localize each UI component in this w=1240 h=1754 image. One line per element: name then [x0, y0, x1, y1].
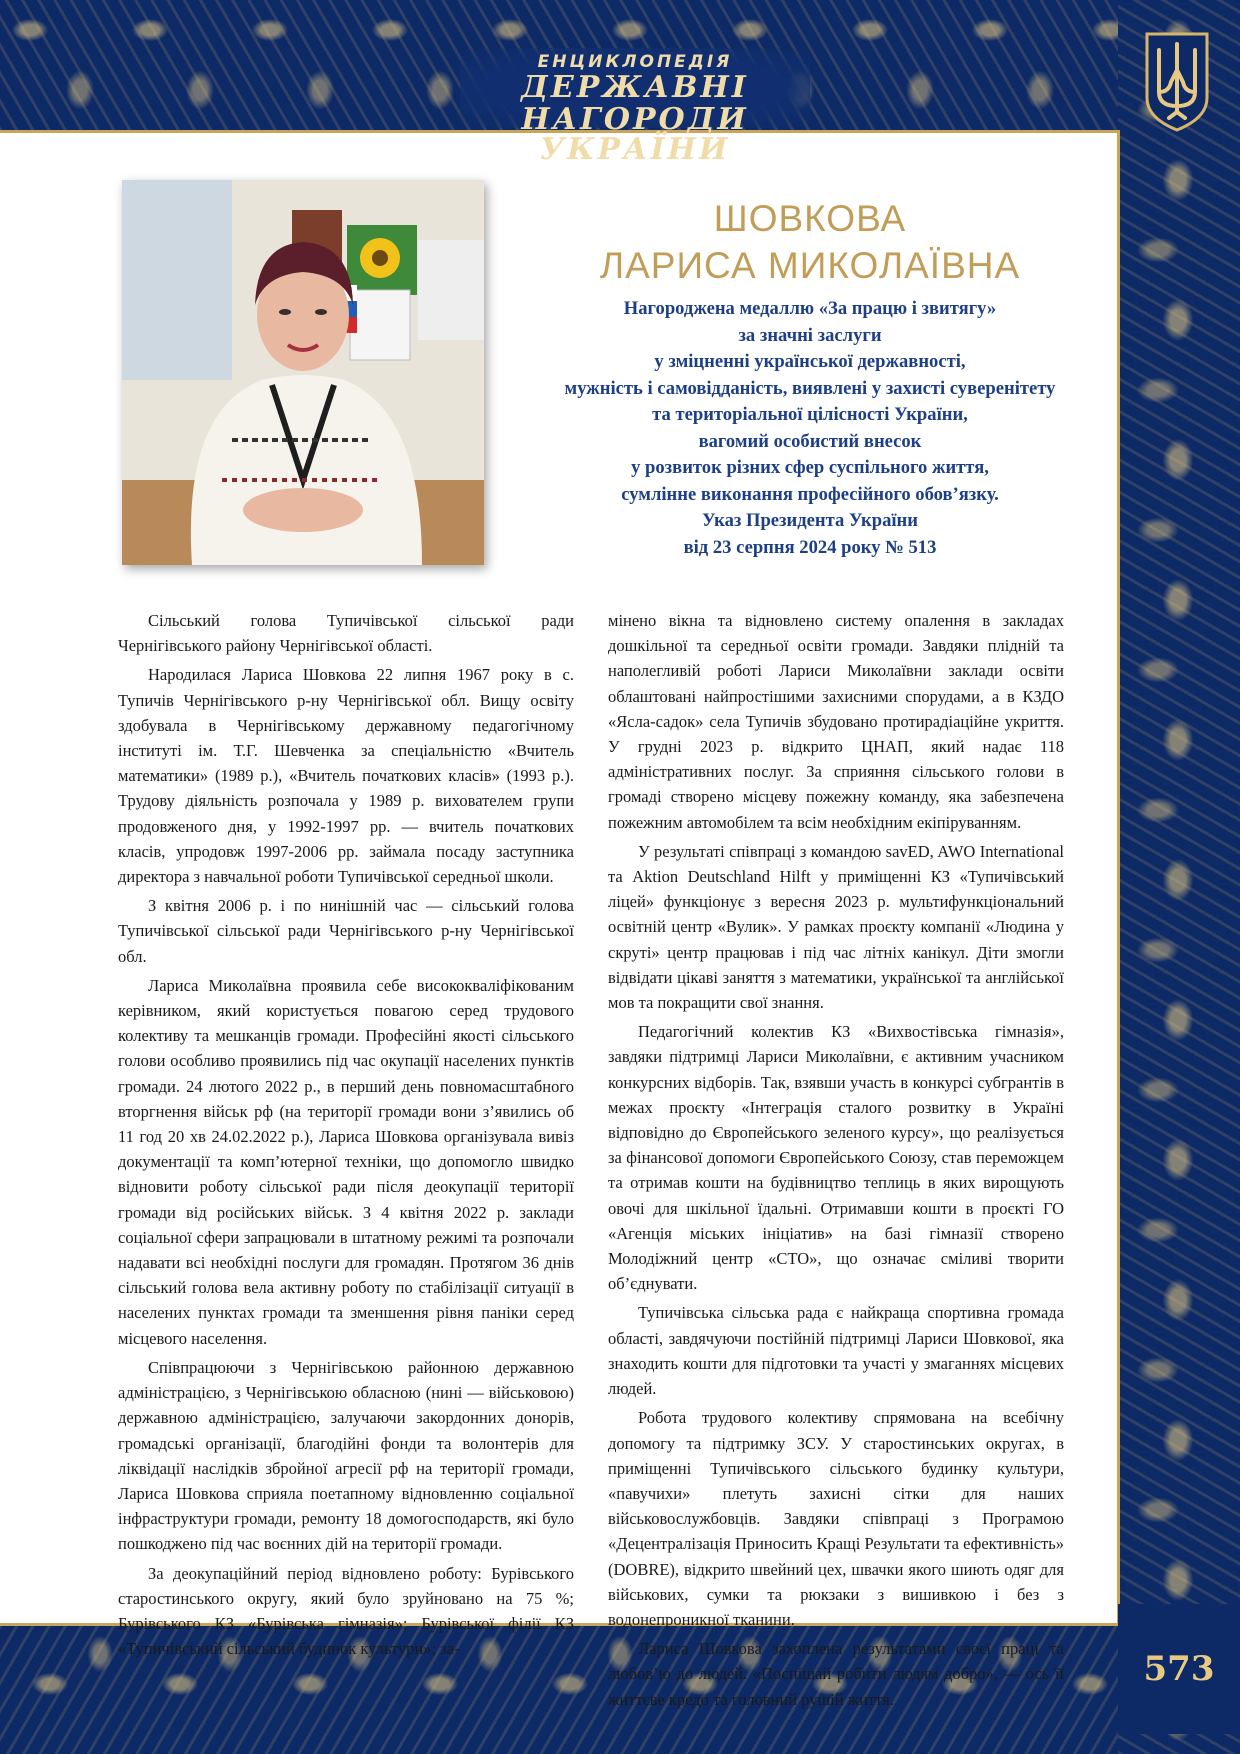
award-line: та територіальної цілісності України, [652, 404, 968, 425]
award-line: Нагороджена медаллю «За працю і звитягу» [623, 298, 997, 319]
decree-title: Указ Президента України [702, 510, 918, 531]
portrait-illustration [122, 180, 484, 565]
trident-icon [1127, 26, 1227, 136]
paragraph: мінено вікна та відновлено систему опалення в закладах дошкільної та середньої освіти громади. Завдяки плідній та наполегливій роботі Лариси Миколаївни заклади освіти облаштовані найпростішими захисними спорудами, а в КЗДО «Ясла-садок» села Тупичів збудовано протирадіаційне укриття. У грудні 2023 р. відкрито ЦНАП, який надає 118 адміністративних послуг. За сприяння сільського голови в громаді створено місцеву пожежну команду, яка забезпечена пожежним автомобілем та всім необхідним екіпіруванням. [608, 611, 1064, 832]
encyclopedia-title-line1: ДЕРЖАВНІ НАГОРОДИ [521, 70, 749, 137]
award-line: у розвиток різних сфер суспільного життя, [631, 457, 989, 478]
paragraph: Педагогічний колектив КЗ «Вихвостівська гімназія», завдяки підтримці Лариси Миколаївни, є активним учасником конкурсних відборів. Так, взявши участь в конкурсі субгрантів в межах проєкту «Інтеграція сталого розвитку в Україні відповідно до Європейського зеленого курсу», що реалізується за фінансової допомоги Європейського Союзу, став переможцем та отримав кошти на будівництво теплиць в яких вирощують овочі для шкільної їдальні. Отримавши кошти в проєкті ГО «Агенція міських ініціатив» на базі гімназії створено Молодіжний центр «СТО», що означає сміливі творити об’єднувати. [608, 1022, 1064, 1294]
paragraph: З квітня 2006 р. і по нинішній час — сільський голова Тупичівської сільської ради Чернігівського р-ну Чернігівської обл. [118, 896, 574, 966]
paragraph: Лариса Шовкова захоплена результатами своєї праці та любов’ю до людей. «Поспішай робити людям добро», — ось її життєве кредо та головний рушій життя. [608, 1639, 1064, 1709]
paragraph: Співпрацюючи з Чернігівською районною державною адміністрацією, з Чернігівською обласною (нині — військовою) державною адміністрацією, залучаючи закордонних донорів, громадські організації, благодійні фонди та волонтерів для ліквідації наслідків збройної агресії рф на території громади, Лариса Шовкова сприяла поетапному відновленню соціальної інфраструктури громади, ремонту 18 домогосподарств, які було пошкоджено під час воєнних дій на території громади. [118, 1357, 574, 1554]
page-number: 573 [1118, 1604, 1240, 1734]
paragraph: У результаті співпраці з командою savED, AWO International та Aktion Deutschland Hilft у приміщенні КЗ «Тупичівський ліцей» функціонує з вересня 2023 р. мультифункціональний освітній центр «Вулик». У рамках проєкту компанії «Людина у скруті» центр працював і під час літніх канікул. Діти змогли відвідати цікаві заняття з математики, української та англійської мов та покращити свої знання. [608, 841, 1064, 1013]
paragraph: Тупичівська сільська рада є найкраща спортивна громада області, завдячуючи постійній підтримці Лариси Шовкової, яка знаходить кошти для підготовки та участі у змаганнях місцевих людей. [608, 1303, 1064, 1399]
award-citation [520, 296, 1100, 561]
decree-date: від 23 серпня 2024 року № 513 [683, 536, 937, 558]
award-line: за значні заслуги [738, 324, 882, 346]
award-line: сумлінне виконання професійного обов’язку. [621, 483, 999, 505]
paragraph: Лариса Миколаївна проявила себе висококваліфікованим керівником, який користується повагою серед трудового колективу та мешканців громади. Професійні якості сільського голови особливо проявились під час окупації населених пунктів громади. 24 лютого 2022 р., в перший день повномасштабного вторгнення військ рф (на території громади вони з’явились об 11 год 20 хв 24.02.2022 р.), Лариса Шовкова організувала вивіз документації та комп’ютерної техніки, що допомогло швидко відновити роботу сільської ради після деокупації території громади від російських військ. З 4 квітня 2022 р. заклади соціальної сфери запрацювали в штатному режимі та розпочали надавати всі необхідні послуги для громадян. Протягом 36 днів сільський голова вела активну роботу по стабілізації ситуації в населених пунктах громади та зменшення рівня паніки серед місцевого населення. [118, 975, 574, 1348]
paragraph: Народилася Лариса Шовкова 22 липня 1967 року в с. Тупичів Чернігівського р-ну Чернігівської обл. Вищу освіту здобувала в Чернігівському державному педагогічному інституті ім. Т.Г. Шевченка за спеціальністю «Вчитель математики» (1989 р.), «Вчитель початкових класів» (1993 р.). Трудову діяльність розпочала у 1989 р. вихователем групи продовженого дня, у 1992-1997 рр. — вчитель початкових класів, упродовж 1997-2006 рр. займала посаду заступника директора з навчальної роботи Тупичівської середньої школи. [118, 665, 574, 887]
paragraph: Робота трудового колективу спрямована на всебічну допомогу та підтримку ЗСУ. У старостинських округах, в приміщенні Тупичівського сільського будинку культури, «павучихи» плетуть захисні сітки для наших військовослужбовців. Завдяки співпраці з Програмою «Децентралізація Приносить Кращі Результати та ефективність» (DOBRE), відкрито швейний цех, швачки якого шиють одяг для військових, сумки та рюкзаки з вишивкою і без з водонепроникної тканини. [608, 1408, 1064, 1629]
person-name-heading [540, 195, 1080, 289]
paragraph: За деокупаційний період відновлено роботу: Бурівського старостинського округу, який було зруйновано на 75 %; Бурівського КЗ «Бурівська гімназія»; Бурівської філії КЗ «Тупичівський сільський будинок культури»; за- [118, 1563, 574, 1659]
portrait-photo [122, 180, 484, 565]
award-line: у зміцненні української державності, [654, 351, 966, 372]
person-given-names: ЛАРИСА МИКОЛАЇВНА [599, 245, 1021, 286]
ornamental-side-frame [1118, 0, 1240, 1754]
award-line: вагомий особистий внесок [698, 430, 922, 452]
series-label: ЕНЦИКЛОПЕДІЯ [537, 52, 733, 72]
body-column-left [118, 608, 574, 1665]
encyclopedia-title-badge [460, 48, 810, 167]
award-line: мужність і самовідданість, виявлені у захисті суверенітету [564, 377, 1056, 399]
person-surname: ШОВКОВА [713, 198, 907, 239]
paragraph: Сільський голова Тупичівської сільської ради Чернігівського району Чернігівської області. [118, 611, 574, 656]
encyclopedia-title-line2: УКРАЇНИ [539, 132, 731, 167]
body-column-right [608, 608, 1064, 1716]
